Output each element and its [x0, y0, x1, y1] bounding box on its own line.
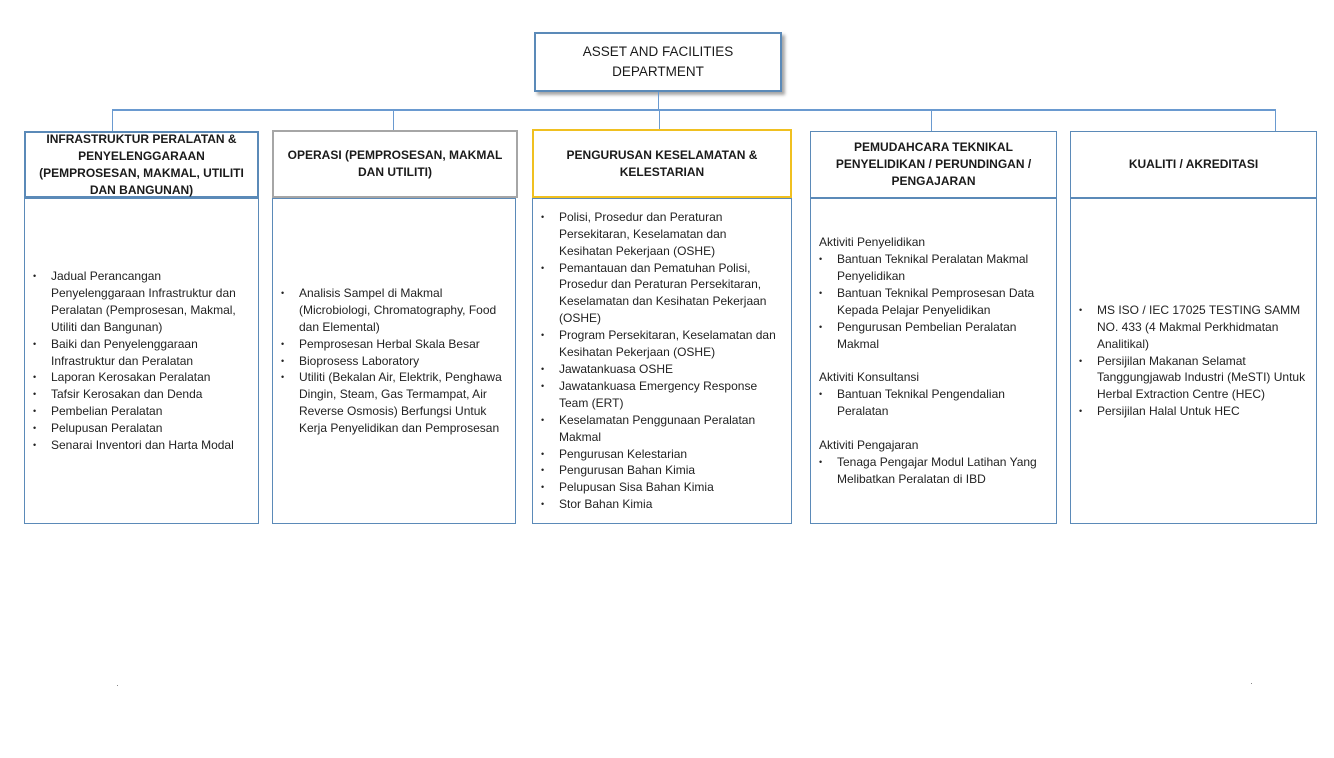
connector-drop-4: [931, 110, 932, 131]
list-item: • Pemprosesan Herbal Skala Besar: [273, 336, 507, 353]
connector-horizontal: [112, 109, 1276, 111]
connector-drop-2: [393, 110, 394, 131]
list-item: • Bantuan Teknikal Peralatan Makmal Penyelidikan: [811, 251, 1048, 285]
kualiti-body: [1070, 198, 1317, 524]
list-item: • Laporan Kerosakan Peralatan: [25, 369, 252, 386]
section-pengajaran: [811, 437, 1048, 488]
pemudahcara-heading: PEMUDAHCARA TEKNIKAL PENYELIDIKAN / PERUNDINGAN / PENGAJARAN: [810, 131, 1057, 198]
list-item: • Bantuan Teknikal Pengendalian Peralatan: [811, 386, 1048, 420]
section-spacer: [811, 352, 1048, 369]
pemudahcara-body: [810, 198, 1057, 524]
connector-drop-1: [112, 110, 113, 131]
section-list: [811, 454, 1048, 488]
keselamatan-body: [532, 198, 792, 524]
keselamatan-list: [533, 209, 779, 513]
list-item: • Persijilan Halal Untuk HEC: [1071, 403, 1310, 420]
list-item: • Pelupusan Sisa Bahan Kimia: [533, 479, 779, 496]
list-item: • Senarai Inventori dan Harta Modal: [25, 437, 252, 454]
department-title: ASSET AND FACILITIES DEPARTMENT: [582, 44, 734, 79]
list-item: • Persijilan Makanan Selamat Tanggungjawab Industri (MeSTI) Untuk Herbal Extraction Centre (HEC): [1071, 353, 1310, 404]
kualiti-list: [1071, 302, 1310, 420]
section-spacer: [811, 420, 1048, 437]
connector-drop-3: [659, 110, 660, 129]
infrastruktur-body: [24, 198, 259, 524]
section-title: Aktiviti Pengajaran: [819, 438, 919, 453]
infrastruktur-heading: INFRASTRUKTUR PERALATAN & PENYELENGGARAAN (PEMPROSESAN, MAKMAL, UTILITI DAN BANGUNAN): [24, 131, 259, 198]
section-konsultansi: [811, 369, 1048, 420]
list-item: • Utiliti (Bekalan Air, Elektrik, Penghawa Dingin, Steam, Gas Termampat, Air Reverse Osmosis) Berfungsi Untuk Kerja Penyelidikan dan Pemprosesan: [273, 369, 507, 437]
section-list: [811, 251, 1048, 352]
list-item: • Bioprosess Laboratory: [273, 353, 507, 370]
list-item: • Polisi, Prosedur dan Peraturan Persekitaran, Keselamatan dan Kesihatan Pekerjaan (OSHE): [533, 209, 779, 260]
infrastruktur-list: [25, 268, 252, 454]
list-item: • Tafsir Kerosakan dan Denda: [25, 386, 252, 403]
department-title-box: [534, 32, 782, 92]
list-item: • MS ISO / IEC 17025 TESTING SAMM NO. 433 (4 Makmal Perkhidmatan Analitikal): [1071, 302, 1310, 353]
operasi-heading: OPERASI (PEMPROSESAN, MAKMAL DAN UTILITI): [272, 130, 518, 198]
connector-drop-5: [1275, 110, 1276, 131]
list-item: • Bantuan Teknikal Pemprosesan Data Kepada Pelajar Penyelidikan: [811, 285, 1048, 319]
kualiti-heading: KUALITI / AKREDITASI: [1070, 131, 1317, 198]
list-item: • Pelupusan Peralatan: [25, 420, 252, 437]
list-item: • Pembelian Peralatan: [25, 403, 252, 420]
list-item: • Keselamatan Penggunaan Peralatan Makmal: [533, 412, 779, 446]
list-item: • Stor Bahan Kimia: [533, 496, 779, 513]
section-penyelidikan: [811, 234, 1048, 352]
list-item: • Program Persekitaran, Keselamatan dan Kesihatan Pekerjaan (OSHE): [533, 327, 779, 361]
section-list: [811, 386, 1048, 420]
list-item: • Tenaga Pengajar Modul Latihan Yang Melibatkan Peralatan di IBD: [811, 454, 1048, 488]
section-title: Aktiviti Konsultansi: [819, 370, 920, 385]
list-item: • Pengurusan Kelestarian: [533, 446, 779, 463]
keselamatan-heading: PENGURUSAN KESELAMATAN & KELESTARIAN: [532, 129, 792, 198]
connector-vertical-main: [658, 92, 659, 110]
list-item: • Jawatankuasa Emergency Response Team (ERT): [533, 378, 779, 412]
stray-mark: [1251, 683, 1252, 684]
list-item: • Pengurusan Pembelian Peralatan Makmal: [811, 319, 1048, 353]
list-item: • Analisis Sampel di Makmal (Microbiologi, Chromatography, Food dan Elemental): [273, 285, 507, 336]
list-item: • Baiki dan Penyelenggaraan Infrastruktur dan Peralatan: [25, 336, 252, 370]
section-title: Aktiviti Penyelidikan: [819, 235, 926, 250]
list-item: • Pengurusan Bahan Kimia: [533, 462, 779, 479]
stray-mark: [117, 685, 118, 686]
operasi-body: [272, 198, 516, 524]
operasi-list: [273, 285, 507, 437]
list-item: • Jadual Perancangan Penyelenggaraan Infrastruktur dan Peralatan (Pemprosesan, Makmal, Utiliti dan Bangunan): [25, 268, 252, 336]
list-item: • Jawatankuasa OSHE: [533, 361, 779, 378]
list-item: • Pemantauan dan Pematuhan Polisi, Prosedur dan Peraturan Persekitaran, Keselamatan dan Kesihatan Pekerjaan (OSHE): [533, 260, 779, 328]
